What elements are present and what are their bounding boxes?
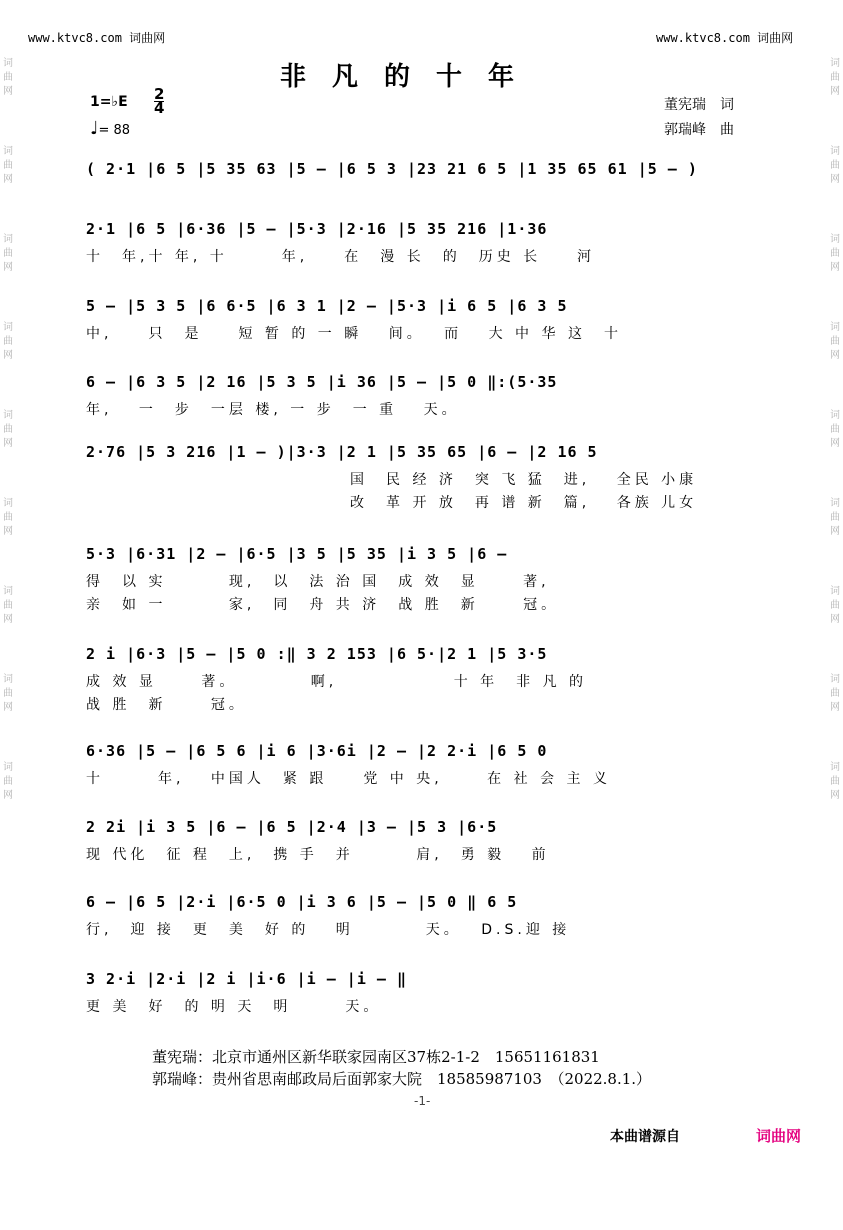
watermark-char: 词 xyxy=(830,674,840,685)
notation-system-6: 5·3 |6·31 |2 – |6·5 |3 5 |5 35 |i 3 5 |6 – xyxy=(86,545,508,563)
lyric-line-11-1: 更 美 好 的 明 天 明 天。 xyxy=(86,999,382,1015)
watermark-char: 词 xyxy=(3,762,13,773)
watermark-char: 词 xyxy=(830,586,840,597)
watermark-char: 网 xyxy=(3,790,13,801)
watermark-char: 词 xyxy=(830,234,840,245)
watermark-char: 词 xyxy=(3,322,13,333)
page-number: -1- xyxy=(414,1094,431,1108)
watermark-char: 词 xyxy=(3,674,13,685)
song-title: 非凡的十年 xyxy=(280,62,541,92)
watermark-char: 网 xyxy=(830,262,840,273)
watermark-char: 曲 xyxy=(830,72,840,83)
site-url-right[interactable]: www.ktvc8.com 词曲网 xyxy=(656,31,794,45)
source-label: 本曲谱源自 xyxy=(610,1129,680,1145)
watermark-char: 曲 xyxy=(830,424,840,435)
notation-system-8: 6·36 |5 – |6 5 6 |i 6 |3·6i |2 – |2 2·i |6 5 0 xyxy=(86,742,548,760)
watermark-char: 曲 xyxy=(830,776,840,787)
watermark-char: 曲 xyxy=(830,160,840,171)
watermark-char: 词 xyxy=(3,586,13,597)
watermark-char: 网 xyxy=(3,702,13,713)
notation-system-10: 6 – |6 5 |2·i |6·5 0 |i 3 6 |5 – |5 0 ‖ 6 5 xyxy=(86,893,518,911)
quarter-note-icon: ♩ xyxy=(90,118,99,139)
watermark-char: 网 xyxy=(830,614,840,625)
lyric-line-2-1: 十 年,十 年, 十 年, 在 漫 长 的 历史 长 河 xyxy=(86,249,596,265)
watermark-char: 词 xyxy=(830,322,840,333)
watermark-char: 网 xyxy=(830,790,840,801)
notation-system-5: 2·76 |5 3 216 |1 – )|3·3 |2 1 |5 35 65 |6 – |2 16 5 xyxy=(86,443,598,461)
footer-lyricist-contact: 董宪瑞：北京市通州区新华联家园南区37栋2-1-2 15651161831 xyxy=(152,1048,600,1066)
watermark-char: 词 xyxy=(830,58,840,69)
watermark-char: 曲 xyxy=(3,688,13,699)
meter-top: 2 xyxy=(154,85,165,103)
watermark-char: 曲 xyxy=(3,424,13,435)
lyric-line-10-1: 行, 迎 接 更 美 好 的 明 天。 D.S.迎 接 xyxy=(86,922,571,938)
watermark-char: 曲 xyxy=(3,248,13,259)
lyric-line-7-1: 成 效 显 著。 啊, 十 年 非 凡 的 xyxy=(86,674,588,690)
lyric-line-5-1: 国 民 经 济 突 飞 猛 进, 全民 小康 xyxy=(350,472,698,488)
watermark-char: 曲 xyxy=(3,512,13,523)
watermark-char: 曲 xyxy=(3,160,13,171)
notation-system-9: 2 2i |i 3 5 |6 – |6 5 |2·4 |3 – |5 3 |6·5 xyxy=(86,818,498,836)
watermark-char: 网 xyxy=(830,350,840,361)
watermark-char: 曲 xyxy=(830,336,840,347)
brand-logo-text[interactable]: 词曲网 xyxy=(756,1127,802,1145)
watermark-char: 曲 xyxy=(3,72,13,83)
lyric-line-3-1: 中, 只 是 短 暂 的 一 瞬 间。 而 大 中 华 这 十 xyxy=(86,326,622,342)
tempo-marking xyxy=(90,118,130,139)
watermark-char: 网 xyxy=(3,526,13,537)
lyric-line-6-2: 亲 如 一 家, 同 舟 共 济 战 胜 新 冠。 xyxy=(86,597,560,613)
watermark-char: 网 xyxy=(3,614,13,625)
lyric-line-7-2: 战 胜 新 冠。 xyxy=(86,697,247,713)
watermark-char: 词 xyxy=(3,58,13,69)
left-watermark xyxy=(1,0,15,1230)
watermark-char: 网 xyxy=(830,702,840,713)
watermark-char: 网 xyxy=(830,526,840,537)
right-watermark xyxy=(828,0,842,1230)
watermark-char: 网 xyxy=(3,86,13,97)
watermark-char: 曲 xyxy=(830,688,840,699)
notation-system-4: 6 – |6 3 5 |2 16 |5 3 5 |i 36 |5 – |5 0 ‖:(5·35 xyxy=(86,373,558,391)
watermark-char: 网 xyxy=(830,438,840,449)
key-signature: 1=♭E xyxy=(90,94,128,110)
notation-system-11: 3 2·i |2·i |2 i |i·6 |i – |i – ‖ xyxy=(86,970,407,988)
tempo-value: = 88 xyxy=(98,123,131,138)
watermark-char: 词 xyxy=(3,410,13,421)
watermark-char: 曲 xyxy=(3,600,13,611)
watermark-char: 曲 xyxy=(830,512,840,523)
site-url-left[interactable]: www.ktvc8.com 词曲网 xyxy=(28,31,166,45)
notation-system-3: 5 – |5 3 5 |6 6·5 |6 3 1 |2 – |5·3 |i 6 5 |6 3 5 xyxy=(86,297,568,315)
watermark-char: 网 xyxy=(3,438,13,449)
lyricist-credit: 董宪瑞 词 xyxy=(664,97,734,113)
watermark-char: 词 xyxy=(830,762,840,773)
watermark-char: 词 xyxy=(830,146,840,157)
watermark-char: 词 xyxy=(830,498,840,509)
watermark-char: 词 xyxy=(3,498,13,509)
watermark-char: 词 xyxy=(830,410,840,421)
watermark-char: 词 xyxy=(3,146,13,157)
watermark-char: 曲 xyxy=(830,248,840,259)
watermark-char: 曲 xyxy=(3,336,13,347)
time-signature xyxy=(154,85,165,117)
watermark-char: 网 xyxy=(830,174,840,185)
watermark-char: 词 xyxy=(3,234,13,245)
lyric-line-8-1: 十 年, 中国人 紧 跟 党 中 央, 在 社 会 主 义 xyxy=(86,771,611,787)
watermark-char: 曲 xyxy=(3,776,13,787)
footer-composer-contact: 郭瑞峰：贵州省思南邮政局后面郭家大院 18585987103 （2022.8.1.） xyxy=(152,1070,652,1088)
notation-system-2: 2·1 |6 5 |6·36 |5 – |5·3 |2·16 |5 35 216 |1·36 xyxy=(86,220,548,238)
watermark-char: 网 xyxy=(830,86,840,97)
composer-credit: 郭瑞峰 曲 xyxy=(664,122,734,138)
notation-system-1: ( 2·1 |6 5 |5 35 63 |5 – |6 5 3 |23 21 6 5 |1 35 65 61 |5 – ) xyxy=(86,160,698,178)
watermark-char: 网 xyxy=(3,262,13,273)
notation-system-7: 2 i |6·3 |5 – |5 0 :‖ 3 2 153 |6 5·|2 1 |5 3·5 xyxy=(86,645,548,663)
lyric-line-5-2: 改 革 开 放 再 谱 新 篇, 各族 儿女 xyxy=(350,495,698,511)
watermark-char: 曲 xyxy=(830,600,840,611)
watermark-char: 网 xyxy=(3,350,13,361)
lyric-line-6-1: 得 以 实 现, 以 法 治 国 成 效 显 著, xyxy=(86,574,550,590)
watermark-char: 网 xyxy=(3,174,13,185)
lyric-line-9-1: 现 代化 征 程 上, 携 手 并 肩, 勇 毅 前 xyxy=(86,847,550,863)
meter-bottom: 4 xyxy=(154,99,165,117)
lyric-line-4-1: 年, 一 步 一层 楼, 一 步 一 重 天。 xyxy=(86,402,460,418)
